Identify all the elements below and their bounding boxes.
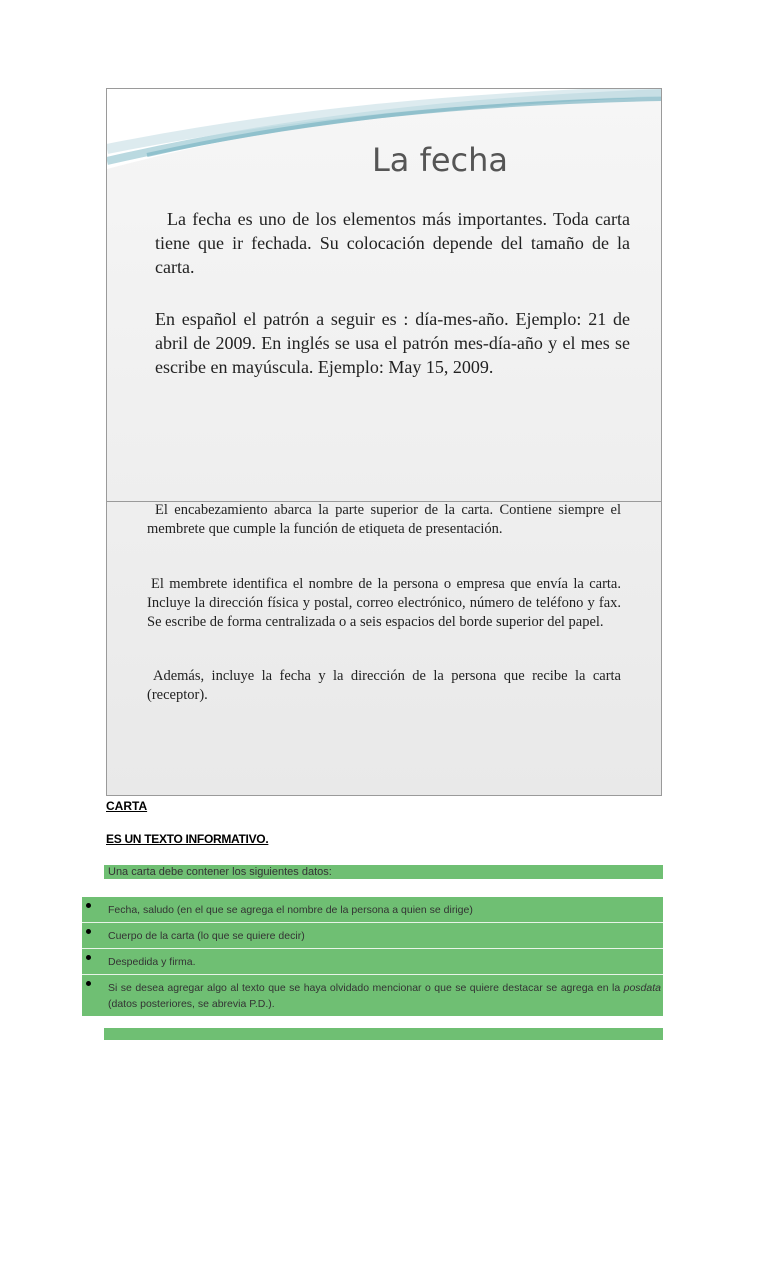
slide-paragraph-letterhead: El membrete identifica el nombre de la persona o empresa que envía la carta. Incluye la dirección física y postal, correo electrónico, número de teléfono y fax. Se escribe de forma centralizada o a seis espacios del borde superior del papel. (147, 576, 621, 630)
bottom-band (104, 1028, 663, 1040)
slide-paragraph-heading: El encabezamiento abarca la parte superior de la carta. Contiene siempre el membrete que cumple la función de etiqueta de presentación. (147, 502, 621, 537)
posdata-term: posdata (623, 982, 661, 994)
slide-paragraph-date-pattern: En español el patrón a seguir es : día-mes-año. Ejemplo: 21 de abril de 2009. En inglés se usa el patrón mes-día-año y el mes se escribe en mayúscula. Ejemplo: May 15, 2009. (155, 309, 630, 377)
intro-text: Una carta debe contener los siguientes datos: (108, 866, 332, 878)
bullet-icon (86, 929, 91, 934)
data-list (82, 897, 663, 1016)
list-item (82, 897, 663, 922)
slide-paragraph-recipient: Además, incluye la fecha y la dirección de la persona que recibe la carta (receptor). (147, 668, 621, 703)
heading-carta: CARTA (106, 799, 148, 813)
heading-texto-informativo: ES UN TEXTO INFORMATIVO. (106, 832, 269, 846)
bullet-icon (86, 981, 91, 986)
list-item (82, 922, 663, 948)
bullet-icon (86, 955, 91, 960)
slide-paragraph-date-importance: La fecha es uno de los elementos más importantes. Toda carta tiene que ir fechada. Su colocación depende del tamaño de la carta. (155, 209, 630, 277)
bullet-icon (86, 903, 91, 908)
list-item-text-end: (datos posteriores, se abrevia P.D.). (108, 998, 275, 1010)
list-item-text: Despedida y firma. (108, 956, 196, 968)
list-item-text: Cuerpo de la carta (lo que se quiere decir) (108, 930, 305, 942)
intro-band (104, 865, 663, 879)
list-item (82, 974, 663, 1016)
list-item (82, 948, 663, 974)
slide-title: La fecha (371, 141, 509, 179)
list-item-text (108, 975, 663, 1016)
list-item-text-start: Si se desea agregar algo al texto que se haya olvidado mencionar o que se quiere destacar se agrega en la (108, 982, 624, 994)
slide-image (106, 88, 662, 796)
list-item-text: Fecha, saludo (en el que se agrega el nombre de la persona a quien se dirige) (108, 904, 473, 916)
